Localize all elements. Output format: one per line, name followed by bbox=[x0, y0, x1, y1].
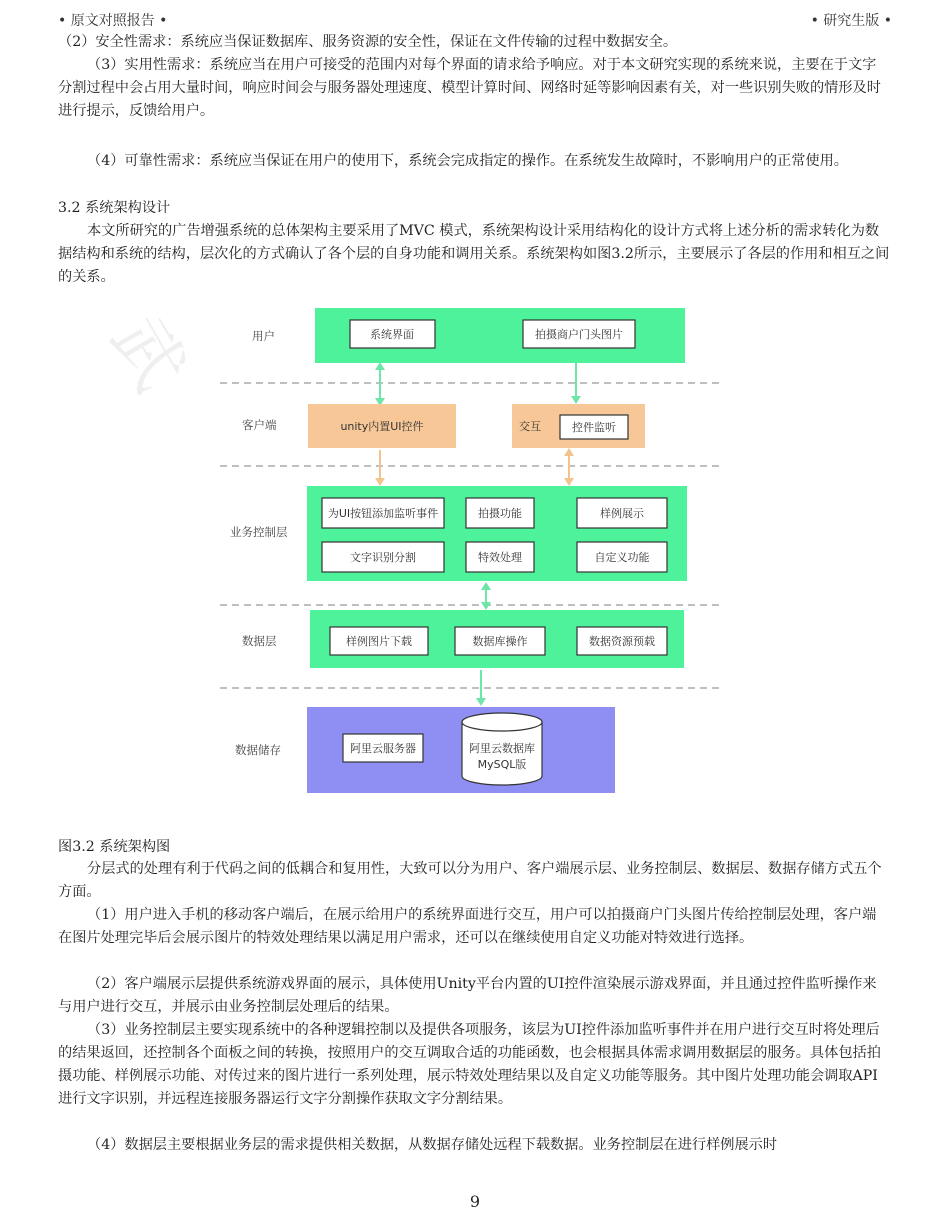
box-system-ui-label: 系统界面 bbox=[370, 328, 414, 341]
arrowhead-down-right bbox=[571, 396, 581, 404]
arrowhead-up-left bbox=[375, 362, 385, 370]
page-number: 9 bbox=[469, 1192, 481, 1211]
arrowhead-green-down bbox=[481, 602, 491, 610]
box-photo-shop-label: 拍摄商户门头图片 bbox=[535, 328, 623, 341]
box-custom-label: 自定义功能 bbox=[594, 551, 650, 564]
arrowhead-green-up bbox=[481, 582, 491, 590]
box-interaction-label: 交互 bbox=[519, 420, 541, 433]
paragraph-business-layer: （3）业务控制层主要实现系统中的各种逻辑控制以及提供各项服务，该层为UI控件添加监听事件并在用户进行交互时将处理后的结果返回，还控制各个面板之间的转换，按照用户的交互调取合适的功能函数，也会根据具体需求调用数据层的服务。具体包括拍摄功能、样例展示功能、对传过来的图片进行一系列处理，展示特效处理结果以及自定义功能等服务。其中图片处理功能会调取API进行文字识别，并远程连接服务器运行文字分割操作获取文字分割结果。 bbox=[58, 1022, 881, 1107]
paragraph-security: （2）安全性需求：系统应当保证数据库、服务资源的安全性，保证在文件传输的过程中数据安全。 bbox=[58, 34, 678, 50]
box-sample-download-label: 样例图片下载 bbox=[346, 635, 412, 648]
box-sample-show-label: 样例展示 bbox=[600, 507, 644, 520]
paragraph-reliability: （4）可靠性需求：系统应当保证在用户的使用下，系统会完成指定的操作。在系统发生故障时，不影响用户的正常使用。 bbox=[87, 153, 848, 169]
layer-label-data: 数据层 bbox=[242, 634, 277, 648]
box-effect-label: 特效处理 bbox=[478, 551, 522, 564]
architecture-diagram bbox=[220, 300, 730, 800]
report-header-right: • 研究生版 • bbox=[810, 13, 892, 29]
box-unity-ui-label: unity内置UI控件 bbox=[340, 420, 424, 433]
layer-label-client: 客户端 bbox=[242, 418, 277, 432]
database-cylinder-top bbox=[462, 713, 542, 731]
section-heading: 3.2 系统架构设计 bbox=[58, 200, 171, 216]
figure-caption: 图3.2 系统架构图 bbox=[58, 839, 171, 855]
box-aliyun-db-label: 阿里云数据库 bbox=[469, 742, 535, 755]
paragraph-practicality: （3）实用性需求：系统应当在用户可接受的范围内对每个界面的请求给予响应。对于本文研究实现的系统来说，主要在于文字分割过程中会占用大量时间，响应时间会与服务器处理速度、模型计算时间、网络时延等影响因素有关，对一些识别失败的情形及时进行提示，反馈给用户。 bbox=[58, 57, 881, 119]
arrowhead-orange-down bbox=[564, 478, 574, 486]
layer-label-storage: 数据储存 bbox=[235, 743, 281, 757]
report-header-left: • 原文对照报告 • bbox=[58, 13, 168, 29]
layer-label-user: 用户 bbox=[252, 329, 275, 343]
box-preload-label: 数据资源预载 bbox=[589, 635, 655, 648]
paragraph-user-layer: （1）用户进入手机的移动客户端后，在展示给用户的系统界面进行交互，用户可以拍摄商户门头图片传给控制层处理，客户端在图片处理完毕后会展示图片的特效处理结果以满足用户需求，还可以在继续使用自定义功能对特效进行选择。 bbox=[58, 907, 877, 946]
box-aliyun-db-sub-label: MySQL版 bbox=[477, 758, 527, 771]
watermark: 武 bbox=[95, 302, 202, 405]
layer-label-business: 业务控制层 bbox=[230, 525, 288, 539]
box-db-op-label: 数据库操作 bbox=[472, 635, 528, 648]
arrowhead-orange-left bbox=[375, 478, 385, 486]
box-photo-func-label: 拍摄功能 bbox=[478, 507, 522, 520]
arrowhead-orange-up bbox=[564, 448, 574, 456]
box-text-seg-label: 文字识别分割 bbox=[350, 551, 416, 564]
paragraph-layers-overview: 分层式的处理有利于代码之间的低耦合和复用性，大致可以分为用户、客户端展示层、业务控制层、数据层、数据存储方式五个方面。 bbox=[58, 861, 882, 900]
paragraph-client-layer: （2）客户端展示层提供系统游戏界面的展示，具体使用Unity平台内置的UI控件渲染展示游戏界面，并且通过控件监听操作来与用户进行交互，并展示由业务控制层处理后的结果。 bbox=[58, 976, 877, 1015]
paragraph-architecture-intro: 本文所研究的广告增强系统的总体架构主要采用了MVC 模式，系统架构设计采用结构化的设计方式将上述分析的需求转化为数据结构和系统的结构，层次化的方式确认了各个层的自身功能和调用关系。系统架构如图3.2所示，主要展示了各层的作用和相互之间的关系。 bbox=[58, 223, 890, 285]
box-add-listener-label: 为UI按钮添加监听事件 bbox=[327, 507, 439, 520]
box-aliyun-server-label: 阿里云服务器 bbox=[350, 742, 416, 755]
arrowhead-storage bbox=[476, 698, 486, 706]
paragraph-data-layer: （4）数据层主要根据业务层的需求提供相关数据，从数据存储处远程下载数据。业务控制层在进行样例展示时 bbox=[87, 1137, 778, 1153]
box-control-listen-label: 控件监听 bbox=[572, 421, 616, 434]
